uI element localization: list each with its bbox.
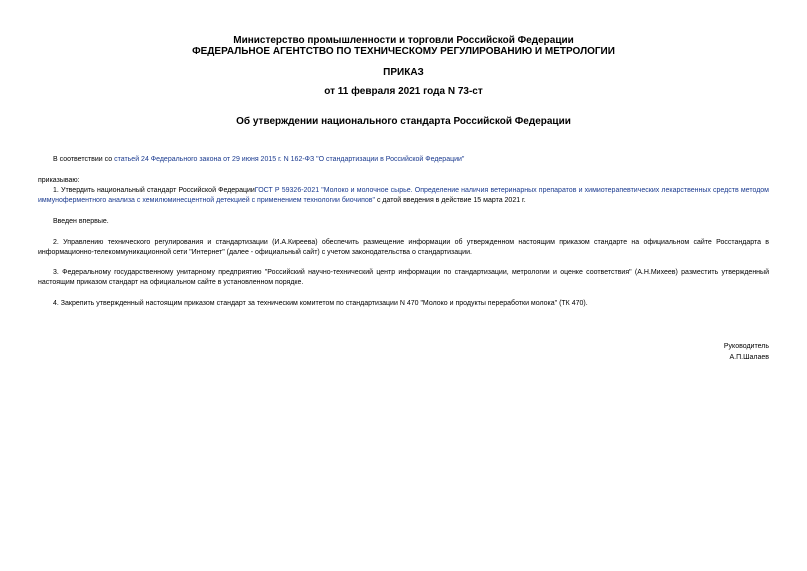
item-1-suffix: с датой введения в действие 15 марта 2021 г. bbox=[375, 197, 526, 204]
gost-link[interactable]: ГОСТ Р 59326-2021 "Молоко и молочное сырье. Определение наличия ветеринарных препаратов и химиотерапевтических лекарственных средств методом иммуноферментного анализа с хемилюминесцентной детекцией с применением технологии биочипов" bbox=[38, 187, 769, 204]
item-1-paragraph bbox=[38, 186, 769, 206]
preamble-prefix: В соответствии со bbox=[53, 156, 115, 163]
ministry-title: Министерство промышленности и торговли Российской Федерации bbox=[233, 35, 574, 46]
signature-name: А.П.Шалаев bbox=[729, 354, 769, 361]
agency-title: ФЕДЕРАЛЬНОЕ АГЕНТСТВО ПО ТЕХНИЧЕСКОМУ РЕГУЛИРОВАНИЮ И МЕТРОЛОГИИ bbox=[192, 46, 615, 57]
item-3-paragraph: 3. Федеральному государственному унитарному предприятию "Российский научно-технический центр информации по стандартизации, метрологии и оценке соответствия" (А.Н.Михеев) разместить утвержденный настоящим приказом стандарт на официальном сайте в установленном порядке. bbox=[38, 269, 769, 286]
signature-title: Руководитель bbox=[723, 343, 769, 350]
order-word: приказываю: bbox=[38, 177, 80, 184]
item-4-paragraph: 4. Закрепить утвержденный настоящим приказом стандарт за техническим комитетом по стандартизации N 470 "Молоко и продукты переработки молока" (ТК 470). bbox=[53, 300, 588, 307]
item-1-prefix: 1. Утвердить национальный стандарт Российской Федерации bbox=[53, 187, 255, 194]
law-link[interactable]: статьей 24 Федерального закона от 29 июня 2015 г. N 162-ФЗ "О стандартизации в Российской Федерации" bbox=[114, 156, 465, 163]
item-2-paragraph: 2. Управлению технического регулирования и стандартизации (И.А.Киреева) обеспечить размещение информации об утвержденном настоящим приказом стандарте на официальном сайте Росстандарта в информационно-телекоммуникационной сети "Интернет" (далее - официальный сайт) с учетом законодательства о стандартизации. bbox=[38, 239, 769, 256]
introduced-note: Введен впервые. bbox=[53, 218, 109, 225]
doc-subject: Об утверждении национального стандарта Российской Федерации bbox=[236, 116, 571, 127]
doc-type: ПРИКАЗ bbox=[383, 67, 424, 78]
doc-date-number: от 11 февраля 2021 года N 73-ст bbox=[324, 86, 483, 97]
preamble-paragraph bbox=[38, 155, 769, 165]
